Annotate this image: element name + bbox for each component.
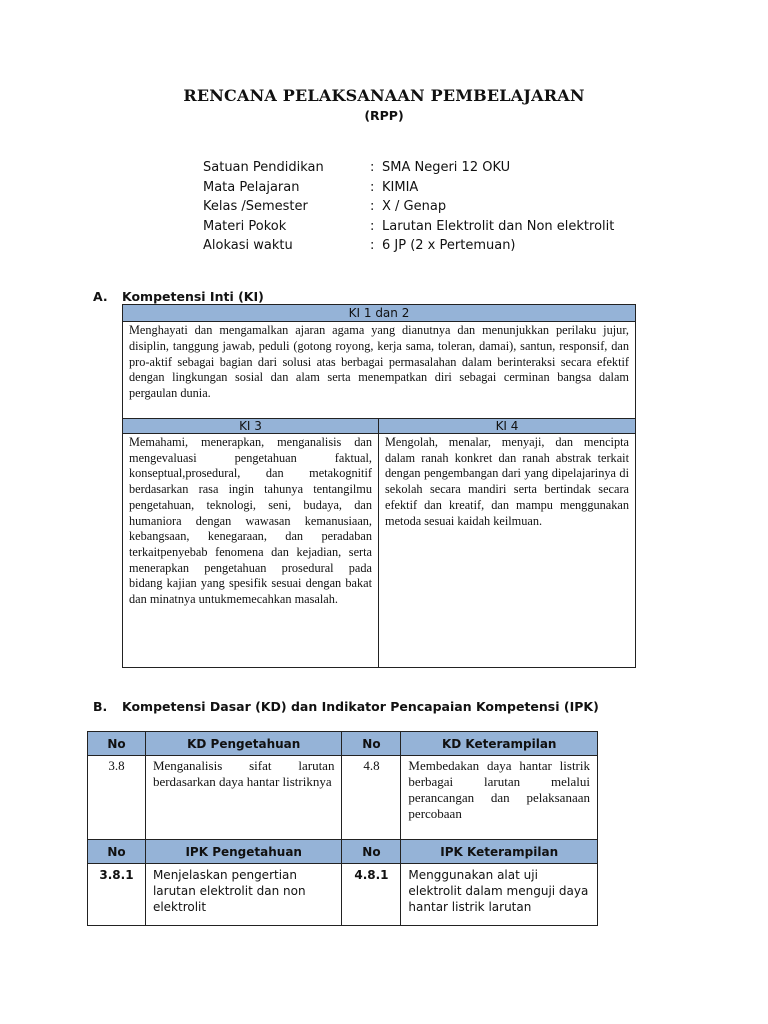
document-subtitle: (RPP) [364, 108, 404, 123]
identity-label: Materi Pokok [203, 218, 287, 234]
section-b-heading [93, 699, 599, 714]
section-a-heading [93, 289, 264, 304]
kd-header-no: No [88, 732, 146, 756]
section-a-letter: A. [93, 289, 108, 304]
kd-no-keterampilan: 4.8 [342, 756, 401, 840]
ki4-column [379, 419, 635, 667]
ki-table [122, 304, 636, 668]
identity-label: Mata Pelajaran [203, 179, 300, 195]
identity-colon: : [370, 179, 375, 195]
kd-ipk-table [87, 731, 598, 926]
section-a-title: Kompetensi Inti (KI) [122, 289, 264, 304]
kd-header-no2: No [342, 732, 401, 756]
document-title: RENCANA PELAKSANAAN PEMBELAJARAN [183, 86, 585, 105]
identity-colon: : [370, 218, 375, 234]
ipk-header-row [88, 840, 598, 864]
kd-header-pengetahuan: KD Pengetahuan [145, 732, 342, 756]
ki3-text: Memahami, menerapkan, menganalisis dan mengevaluasi pengetahuan faktual, konseptual,prosedural, dan metakognitif berdasarkan rasa ingin tahunya tentangilmu pengetahuan, teknologi, seni, budaya, dan humaniora dengan wawasan kemanusiaan, kebangsaan, kenegaraan, dan peradaban terkaitpenyebab fenomena dan kejadian, serta menerapkan pengetahuan prosedural pada bidang kajian yang spesifik sesuai dengan bakat dan minatnya untukmemecahkan masalah. [129, 435, 372, 607]
identity-row-satuan [203, 158, 614, 178]
kd-keterampilan-text: Membedakan daya hantar listrik berbagai larutan melalui perancangan dan pelaksanaan percobaan [401, 756, 598, 840]
ki12-header: KI 1 dan 2 [123, 305, 635, 322]
ki12-text: Menghayati dan mengamalkan ajaran agama yang dianutnya dan menunjukkan perilaku jujur, disiplin, tanggung jawab, peduli (gotong royong, kerja sama, toleran, damai), santun, responsif, dan pro-aktif sebagai bagian dari solusi atas berbagai permasalahan dalam berinteraksi secara efektif dengan lingkungan sosial dan alam serta menempatkan diri sebagai cerminan bangsa dalam pergaulan dunia. [123, 322, 635, 419]
identity-row-materi [203, 217, 614, 237]
ki34-columns [123, 419, 635, 667]
ipk-no-pengetahuan: 3.8.1 [88, 864, 146, 926]
identity-label: Alokasi waktu [203, 238, 293, 254]
identity-value: KIMIA [382, 179, 419, 195]
identity-row-alokasi [203, 236, 614, 256]
identity-block [203, 158, 614, 256]
section-b-title: Kompetensi Dasar (KD) dan Indikator Pencapaian Kompetensi (IPK) [122, 699, 599, 714]
identity-value: X / Genap [382, 199, 447, 215]
kd-header-row [88, 732, 598, 756]
identity-value: Larutan Elektrolit dan Non elektrolit [382, 218, 615, 234]
ipk-header-keterampilan: IPK Keterampilan [401, 840, 598, 864]
identity-row-mapel [203, 178, 614, 198]
ipk-header-pengetahuan: IPK Pengetahuan [145, 840, 342, 864]
ki4-text: Mengolah, menalar, menyaji, dan mencipta dalam ranah konkret dan ranah abstrak terkait dengan pengembangan dari yang dipelajarinya di sekolah secara mandiri serta bertindak secara efektif dan kreatif, dan mampu menggunakan metoda sesuai kaidah keilmuan. [385, 435, 629, 528]
ipk-header-no: No [88, 840, 146, 864]
identity-label: Satuan Pendidikan [203, 160, 324, 176]
ipk-no-keterampilan: 4.8.1 [342, 864, 401, 926]
identity-colon: : [370, 160, 375, 176]
identity-colon: : [370, 199, 375, 215]
identity-value: SMA Negeri 12 OKU [382, 160, 511, 176]
identity-label: Kelas /Semester [203, 199, 308, 215]
ki3-header: KI 3 [123, 419, 378, 434]
kd-row [88, 756, 598, 840]
identity-colon: : [370, 238, 375, 254]
ki3-column [123, 419, 379, 667]
ipk-keterampilan-text: Menggunakan alat uji elektrolit dalam menguji daya hantar listrik larutan [401, 864, 598, 926]
ipk-header-no2: No [342, 840, 401, 864]
kd-no-pengetahuan: 3.8 [88, 756, 146, 840]
ki4-header: KI 4 [379, 419, 635, 434]
identity-row-kelas [203, 197, 614, 217]
kd-pengetahuan-text: Menganalisis sifat larutan berdasarkan daya hantar listriknya [145, 756, 342, 840]
section-b-letter: B. [93, 699, 108, 714]
ipk-pengetahuan-text: Menjelaskan pengertian larutan elektrolit dan non elektrolit [145, 864, 342, 926]
identity-value: 6 JP (2 x Pertemuan) [382, 238, 516, 254]
ipk-row [88, 864, 598, 926]
kd-header-keterampilan: KD Keterampilan [401, 732, 598, 756]
